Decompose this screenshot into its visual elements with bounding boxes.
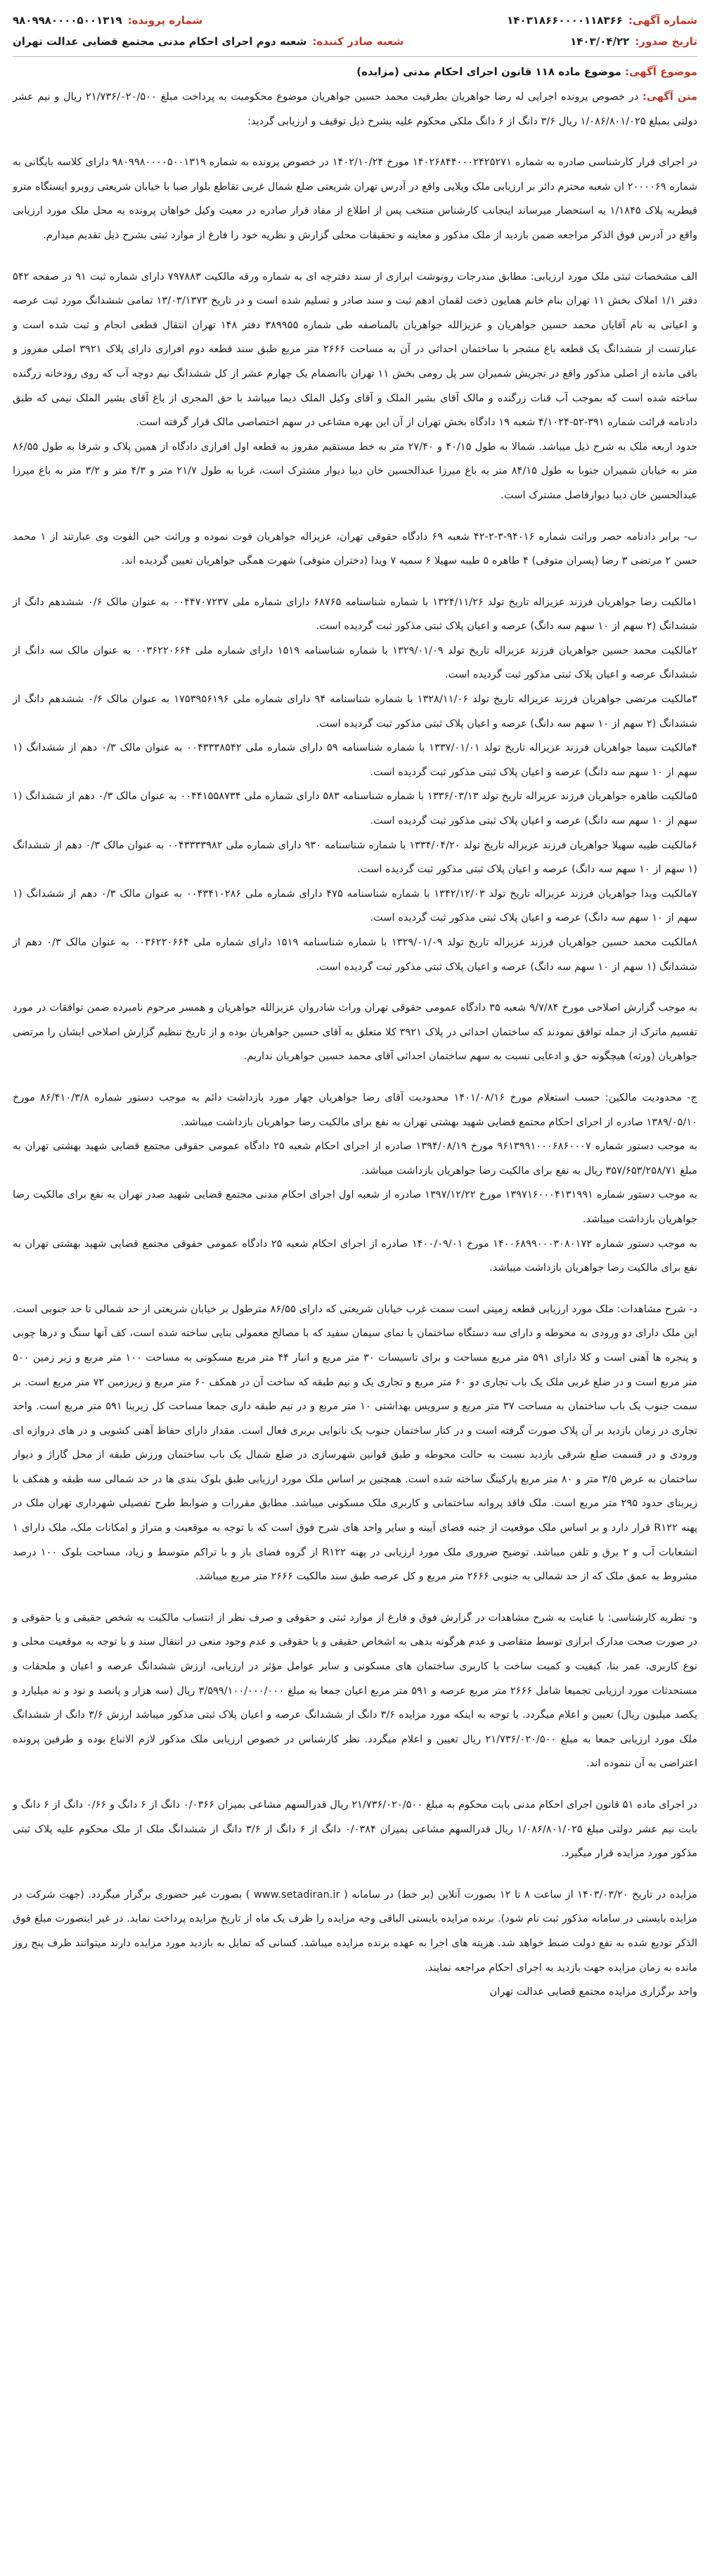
- issue-date-value: ۱۴۰۳/۰۴/۲۲: [570, 35, 630, 48]
- paragraph-gap: [13, 574, 697, 590]
- paragraph-12: ۸مالکیت محمد حسین جواهریان فرزند عزیزاله تاریخ تولد ۱۳۲۹/۰۱/۰۹ با شماره شناسنامه ۱۵۱۹ دارای شماره ملی ۰۰۳۶۲۲۰۶۶۴ به عنوان مالک ۰/۳ دهم از ششدانگ (۱ سهم از ۱۰ سهم سه دانگ) عرصه و اعیان پلاک ثبتی مذکور ثبت گردیده است.: [13, 936, 697, 973]
- paragraph-0: در خصوص پرونده اجرایی له رضا جواهریان بطرفیت محمد حسین جواهریان موضوع محکومیت به پرداخت مبلغ ۲۱/۷۳۶/۰۲۰/۵۰۰ ریال و نیم عشر دولتی بمبلغ ۱/۰۸۶/۸۰۱/۰۲۵ ریال ۳/۶ دانگ از ۶ دانگ ملکی محکوم علیه بشرح ذیل توقیف و ارزیابی گردید:: [13, 91, 697, 127]
- paragraph-gap: [13, 1776, 697, 1793]
- issue-date: [570, 32, 697, 51]
- paragraph-2: الف مشخصات ثبتی ملک مورد ارزیابی: مطابق مندرجات رونوشت ابرازی از سند دفترچه ای به شماره ورقه مالکیت ۷۹۷۸۸۳ دارای شماره ثبت ۹۱ در صفحه ۵۴۲ دفتر ۱/۱ املاک بخش ۱۱ تهران بنام خانم همایون ذخت لقمان ادهم ثبت و سند صادر و تسلیم شده است و در تاریخ ۱۳/۰۳/۱۳۷۳ تمامی ششدانگ مورد ثبت عرصه و اعیانی به نام آقایان محمد حسین جواهریان و عزیزالله جواهریان بالمناصفه طی شماره ۳۸۹۹۵۵ دفتر ۱۴۸ تهران انتقال قطعی انجام و ثبت شده است و عبارتست از ششدانگ یک قطعه باغ مشجر با ساختمان احداثی در آن به مساحت ۲۶۶۶ متر مربع طبق سند قطعه دوم افرازی دارای پلاک ۳۹۲۱ اصلی مفروز و باقی مانده از اصلی مذکور واقع در تجریش شمیران سر پل رومی بخش ۱۱ تهران باانضمام یک چهارم عشر از کل ششدانگ نیم دوچه آب که روی رودخانه زرگنده ساخته شده است که بموجب آب قنات زرگنده و مالک آقای بشیر الملک و آقای وکیل الملک دیما میباشد با حق المجری از باغ آقای بشیر الملک نیمی که طبق دادنامه قرائت شماره ۳۹۱-۵۲-۴/۱۰۲۴ شعبه ۱۹ دادگاه بخش تهران از آن این بهره مشاعی در سهم اختصاصی مالک قرار گرفته است.: [13, 270, 698, 429]
- paragraph-18: د- شرح مشاهدات: ملک مورد ارزیابی قطعه زمینی است سمت غرب خیابان شریعتی که دارای ۸۶/۵۵ مترطول بر خیابان شریعتی از حد شمالی تا حد جنوبی است. این ملک دارای دو ورودی به محوطه و دارای سه دستگاه ساختمان با نمای سیمان سفید که با مصالح معمولی بنایی ساخته شده است، کف آنها سنگ و درها چوبی و پنجره ها آهنی است و کلا دارای ۵۹۱ متر مربع مساحت و برای تاسیسات ۳۰ متر مربع و انبار ۴۴ متر مربع مسکونی به مساحت ۱۰۰ متر مربع و زیر زمین ۵۰۰ متر مربع است و در ضلع غربی ملک یک باب تجاری دو ۶۰ متر مربع و تجاری یک و نیم طبقه که ساخت آن در همکف ۶۰ متر مربع و زیرزمین ۷۲ متر مربع است. بر سمت جنوب یک باب ساختمان به مساحت ۳۷ متر مربع و سرویس بهداشتی ۱۰ متر مربع و در نیم طبقه داری جمعا مساحت کل زیربنا ۵۹۱ متر مربع است. واحد تجاری در زمان بازدید بر آن پلاک صورت گرفته است و در کنار ساختمان جنوب یک نانوایی بربری فعال است. مقدار دارای حفاظ آهنی کشویی و در های دروازه ای ورودی و در قسمت ضلع شرقی بازدید نسبت به حالت محوطه و طبق قوانین شهرسازی در ضلع شمال یک باب ساختمان ورزش طبقه از محل گاراژ و دیوار ساختمان به عرض ۳/۵ متر و ۸۰ متر مربع پارکینگ ساخته شده است. همچنین بر اساس ملک مورد ارزیابی طبق بلوک بندی ها در حد شمالی سه طبقه و همکف با زیربنای حدود ۲۹۵ متر مربع است. ملک فاقد پروانه ساختمانی و کاربری ملک مسکونی میباشد. مطابق مقررات و ضوابط طرح تفصیلی شهرداری تهران ملک در پهنه R۱۲۲ قرار دارد و بر اساس ملک موقعیت از جنبه فضای آیینه و سایر واحد های شرح فوق است که با توجه به موقعیت و متراژ و امکانات ملک، ملک دارای ۱ انشعابات آب و ۲ برق و تلفن میباشد. توضیح ضروری ملک مورد ارزیابی در پهنه R۱۲۲ از گروه فضای باز و با تراکم متوسط و زیاد، مساحت بلوک ۱۰۰ درصد مشروط به عمق ملک که از حد شمالی به جنوبی ۲۶۶۶ متر مربع و کل عرصه طبق سند مالکیت ۲۶۶۶ متر مربع میباشد.: [13, 1302, 698, 1583]
- header-divider: [13, 56, 697, 57]
- subject-label: موضوع آگهی:: [624, 65, 697, 78]
- footer-signature: [13, 1980, 697, 2005]
- paragraph-intro: [13, 85, 697, 134]
- paragraph-1: در اجرای قرار کارشناسی صادره به شماره ۱۴۰۲۶۸۴۴۰۰۰۲۴۲۵۲۷۱ مورخ ۱۴۰۲/۱۰/۲۴ در خصوص پرونده به شماره ۹۸۰۹۹۸۰۰۰۰۵۰۰۱۳۱۹ دارای کلاسه بایگانی به شماره ۲۰۰۰۰۶۹ ان شعبه محترم دائر بر ارزیابی ملک ویلایی واقع در آدرس تهران شریعتی ضلع شمال غربی تقاطع بلوار صبا با خیابان شریعتی روبرو ایستگاه مترو قیطریه پلاک ۱/۱۸۴۵ به استحضار میرساند اینجانب کارشناس منتخب پس از اطلاع از مفاد قرار صادره در معیت وکیل خواهان پرونده به محل ملک مورد ارزیابی واقع در آدرس فوق الذکر مراجعه ضمن بازدید از ملک مذکور و معاینه و تحقیقات محلی گزارش و نظریه خود را فارغ از موارد ثبتی بشرح ذیل تقدیم میدارم.: [13, 156, 698, 241]
- paragraph-6: ۲مالکیت محمد حسین جواهریان فرزند عزیزاله تاریخ تولد ۱۳۲۹/۰۱/۰۹ با شماره شناسنامه ۱۵۱۹ دارای شماره ملی ۰۰۳۶۲۲۰۶۶۴ به عنوان مالک سه دانگ از ششدانگ عرصه و اعیان پلاک ثبتی مذکور ثبت گردیده است.: [13, 644, 697, 681]
- announcement-body: [13, 85, 697, 1980]
- header-row-bottom: [13, 31, 697, 52]
- issuer-value: شعبه دوم اجرای احکام مدنی مجتمع قضایی عدالت تهران: [13, 35, 307, 48]
- paragraph-11: ۷مالکیت ویدا جواهریان فرزند عزیزاله تاریخ تولد ۱۳۴۲/۱۲/۰۳ با شماره شناسنامه ۴۷۵ دارای شماره ملی ۰۰۴۳۴۱۰۲۸۶ به عنوان مالک ۰/۳ دهم از ششدانگ (۱ سهم از ۱۰ سهم سه دانگ) عرصه و اعیان پلاک ثبتی مذکور ثبت گردیده است.: [13, 887, 697, 924]
- paragraph-16: به موجب دستور شماره ۱۳۹۷۱۶۰۰۰۴۱۳۱۹۹۱ مورخ ۱۳۹۷/۱۲/۲۲ صادره از شعبه اول اجرای احکام مدنی مجتمع قضایی شهید صدر تهران به نفع برای مالکیت رضا جواهریان بازداشت میباشد.: [13, 1189, 697, 1225]
- ad-number-label: شماره آگهی:: [628, 14, 697, 27]
- paragraph-8: ۴مالکیت سیما جواهریان فرزند عزیزاله تاریخ تولد ۱۳۳۷/۰۱/۰۱ با شماره شناسنامه ۵۹ دارای شماره ملی ۰۰۴۳۳۳۸۵۴۲ به عنوان مالک ۰/۳ دهم از ششدانگ (۱ سهم از ۱۰ سهم سه دانگ) عرصه و اعیان پلاک ثبتی مذکور ثبت گردیده است.: [13, 742, 697, 778]
- paragraph-3: حدود اربعه ملک به شرح ذیل میباشد. شمالا به طول ۴۰/۱۵ و ۲۷/۴۰ متر به خط مستقیم مفروز به قطعه اول افرازی دادگاه از همین پلاک و شرقا به طول ۸۶/۵۵ متر به خیابان شمیران جنوبا به طول ۸۴/۱۵ متر به باغ میرزا عبدالحسین خان دیبا دیوار مشترک است، غربا به طول ۲۱/۷ متر و ۴/۳ متر و ۳/۲ متر به باغ میرزا عبدالحسین خان دیبا دیوارفاصل مشترک است.: [13, 440, 697, 501]
- paragraph-gap: [13, 134, 697, 150]
- paragraph-13: به موجب گزارش اصلاحی مورخ ۹/۷/۸۴ شعبه ۳۵ دادگاه عمومی حقوقی تهران وراث شادروان عزیزالله جواهریان و همسر مرحوم نامبرده ضمن توافقات در مورد تقسیم ماترک از جمله توافق نمودند که ساختمان احداثی در پلاک ۳۹۲۱ کلا متعلق به آقای حسین جواهریان بوده و از تاریخ تنظیم گزارش اصلاحی ایشان را مرتضی جواهریان (ورثه) هیچگونه حق و ادعایی نسبت به سهم ساختمان احداثی آقای محمد حسین جواهریان نداریم.: [13, 1002, 698, 1063]
- paragraph-15: به موجب دستور شماره ۹۶۱۳۹۹۱۰۰۰۶۸۶۰۰۰۷ مورخ ۱۳۹۴/۰۸/۱۹ صادره از اجرای احکام شعبه ۲۵ دادگاه عمومی حقوقی مجتمع قضایی شهید بهشتی تهران به مبلغ ۳۵۷/۶۵۳/۲۵۸/۷۱ ریال به نفع برای مالکیت رضا جواهریان بازداشت میباشد.: [13, 1140, 698, 1177]
- paragraph-21: مزایده در تاریخ ۱۴۰۳/۰۳/۲۰ از ساعت ۸ تا ۱۲ بصورت آنلاین (بر خط) در سامانه ( www.setadiran.ir ) بصورت غیر حضوری برگزار میگردد. (جهت شرکت در مزایده بایستی در سامانه مذکور ثبت نام شود). برنده مزایده بایستی الباقی وجه مزایده را ظرف یک ماه از تاریخ مزایده پرداخت نماید. در غیر اینصورت مبلغ فوق الذکر تودیع شده به نفع دولت ضبط خواهد شد. هزینه های اجرا به عهده برنده مزایده میباشد. کسانی که تمایل به بازدید مورد مزایده دارند میتوانند ظرف پنج روز مانده به زمان مزایده جهت بازدید به اجرای احکام مراجعه نمایند.: [13, 1888, 697, 1974]
- paragraph-4: ب- برابر دادنامه حصر وراثت شماره ۹۴۰۱۶-۳-۲-۴۲ شعبه ۶۹ دادگاه حقوقی تهران، عزیزاله جواهریان فوت نموده و وراثت حین الفوت وی عبارتند از ۱ محمد حسن ۲ مرتضی ۳ رضا (پسران متوفی) ۴ طاهره ۵ طیبه سهیلا ۶ سمیه ۷ ویدا (دختران متوفی) شهرت همگی جواهریان تعیین گردیده اند.: [13, 530, 697, 567]
- paragraph-14: ج- محدودیت مالکین: حسب استعلام مورخ ۱۴۰۱/۰۸/۱۶ محدودیت آقای رضا جواهریان چهار مورد بازداشت دائم به موجب دستور شماره ۸۶/۴۱۰/۳/۸ مورخ ۱۳۸۹/۰۵/۱۰ صادره از اجرای احکام مجتمع قضایی شهید بهشتی تهران به نفع برای مالکیت رضا جواهریان بازداشت میباشد.: [13, 1091, 697, 1128]
- header-row-top: [13, 10, 697, 31]
- paragraph-gap: [13, 1866, 697, 1883]
- paragraph-20: در اجرای ماده ۵۱ قانون اجرای احکام مدنی بابت محکوم به مبلغ ۲۱/۷۳۶/۰۲۰/۵۰۰ ریال قدرالسهم مشاعی بمیزان ۰/۰۳۶۶ دانگ از ۶ دانگ و ۰/۶۶ دانگ از ۶ دانگ و بابت نیم عشر دولتی مبلغ ۱/۰۸۶/۸۰۱/۰۲۵ ریال قدرالسهم مشاعی بمیزان ۰/۰۳۸۴ دانگ از ۶ دانگ از ۳/۶ دانگ از ششدانگ ملک از ملک محکوم علیه پلاک ثبتی مذکور مورد مزایده قرار میگیرد.: [13, 1799, 698, 1860]
- paragraph-gap: [13, 508, 697, 525]
- ad-number-value: ۱۴۰۳۱۸۶۶۰۰۰۰۱۱۸۳۶۶: [507, 14, 623, 27]
- paragraph-9: ۵مالکیت طاهره جواهریان فرزند عزیزاله تاریخ تولد ۱۳۳۶/۰۳/۱۳ با شماره شناسنامه ۵۸۳ دارای شماره ملی ۰۰۴۴۱۵۵۸۷۳۴ به عنوان مالک ۰/۳ دهم از ششدانگ (۱ سهم از ۱۰ سهم سه دانگ) عرصه و اعیان پلاک ثبتی مذکور ثبت گردیده است.: [13, 790, 697, 827]
- paragraph-gap: [13, 248, 697, 265]
- paragraph-gap: [13, 979, 697, 996]
- paragraph-gap: [13, 1069, 697, 1086]
- subject-value: موضوع ماده ۱۱۸ قانون اجرای احکام مدنی (مزایده): [356, 65, 621, 78]
- paragraph-7: ۳مالکیت مرتضی جواهریان فرزند عزیزاله تاریخ تولد ۱۳۲۸/۱۱/۰۶ با شماره شناسنامه ۹۴ دارای شماره ملی ۱۷۵۳۹۵۶۱۹۶ به عنوان مالک ۰/۶ ششدهم دانگ از ششدانگ (۲ سهم از ۱۰ سهم سه دانگ) عرصه و اعیان پلاک ثبتی مذکور ثبت گردیده است.: [13, 693, 697, 730]
- case-number: [13, 11, 202, 30]
- subject-line: [13, 63, 697, 81]
- paragraph-19: و- نظریه کارشناسی: با عنایت به شرح مشاهدات در گزارش فوق و فارغ از موارد ثبتی و حقوقی و صرف نظر از انتساب مالکیت به شخص حقیقی و یا حقوقی و در صورت صحت مدارک ابرازی توسط متقاضی و عدم هرگونه بدهی به اشخاص حقیقی و یا حقوقی و عدم وجود منعی در انتقال سند و با توجه به موقعیت محلی و نوع کاربری، عمر بنا، کیفیت و کمیت ساخت با کاربری ساختمان های مسکونی و سایر عوامل مؤثر در ارزیابی، ارزش ششدانگ عرصه و اعیان و ملحقات و مستحدثات مورد ارزیابی تجمیعا شامل ۲۶۶۶ متر مربع عرصه و ۵۹۱ متر مربع اعیان جمعا به مبلغ ۳/۵۹۹/۱۰۰/۰۰۰/۰۰۰ ریال (سه هزار و پانصد و نود و نه میلیارد و یکصد میلیون ریال) تعیین و اعلام میگردد. با توجه به اینکه مورد مزایده ۳/۶ دانگ از ششدانگ عرصه و اعیان پلاک ثبتی مذکور میباشد ارزش ۳/۶ دانگ از ششدانگ ملک مورد ارزیابی جمعا به مبلغ ۲۱/۷۳۶/۰۲۰/۵۰۰ ریال تعیین و اعلام میگردد. نظر کارشناس در خصوص ارزیابی ملک مذکور لازم الاتباع بوده و طرفین پرونده اعتراضی به آن ننموده اند.: [13, 1611, 698, 1770]
- paragraph-gap: [13, 1589, 697, 1606]
- paragraph-10: ۶مالکیت طیبه سهیلا جواهریان فرزند عزیزاله تاریخ تولد ۱۳۳۴/۰۴/۲۰ با شماره شناسنامه ۹۳۰ دارای شماره ملی ۰۰۴۳۳۳۳۹۸۲ به عنوان مالک ۰/۳ دهم از ششدانگ (۱ سهم از ۱۰ سهم سه دانگ) عرصه و اعیان پلاک ثبتی مذکور ثبت گردیده است.: [13, 839, 697, 876]
- paragraph-gap: [13, 1281, 697, 1297]
- text-label: متن آگهی:: [643, 91, 697, 103]
- case-number-label: شماره پرونده:: [127, 14, 203, 27]
- paragraph-17: به موجب دستور شماره ۱۴۰۰۶۸۹۹۰۰۰۳۰۸۰۱۷۲ مورخ ۱۴۰۰/۰۹/۰۱ صادره از اجرای احکام شعبه ۲۵ دادگاه عمومی حقوقی مجتمع قضایی شهید بهشتی تهران به نفع برای مالکیت رضا جواهریان بازداشت میباشد.: [13, 1237, 697, 1274]
- issuer: [13, 32, 404, 51]
- footer-line: واحد برگزاری مزایده مجتمع قضایی عدالت تهران: [489, 1986, 697, 1998]
- paragraph-5: ۱مالکیت رضا جواهریان فرزند عزیزاله تاریخ تولد ۱۳۲۴/۱۱/۲۶ با شماره شناسنامه ۶۸۷۶۵ دارای شماره ملی ۰۰۴۴۷۰۷۲۳۷ به عنوان مالک ۰/۶ ششدهم دانگ از ششدانگ (۲ سهم از ۱۰ سهم سه دانگ) عرصه و اعیان پلاک ثبتی مذکور ثبت گردیده است.: [13, 595, 697, 633]
- case-number-value: ۹۸۰۹۹۸۰۰۰۰۵۰۰۱۳۱۹: [13, 14, 122, 27]
- issue-date-label: تاریخ صدور:: [635, 35, 697, 48]
- issuer-label: شعبه صادر کننده:: [312, 35, 404, 48]
- ad-number: [507, 11, 697, 30]
